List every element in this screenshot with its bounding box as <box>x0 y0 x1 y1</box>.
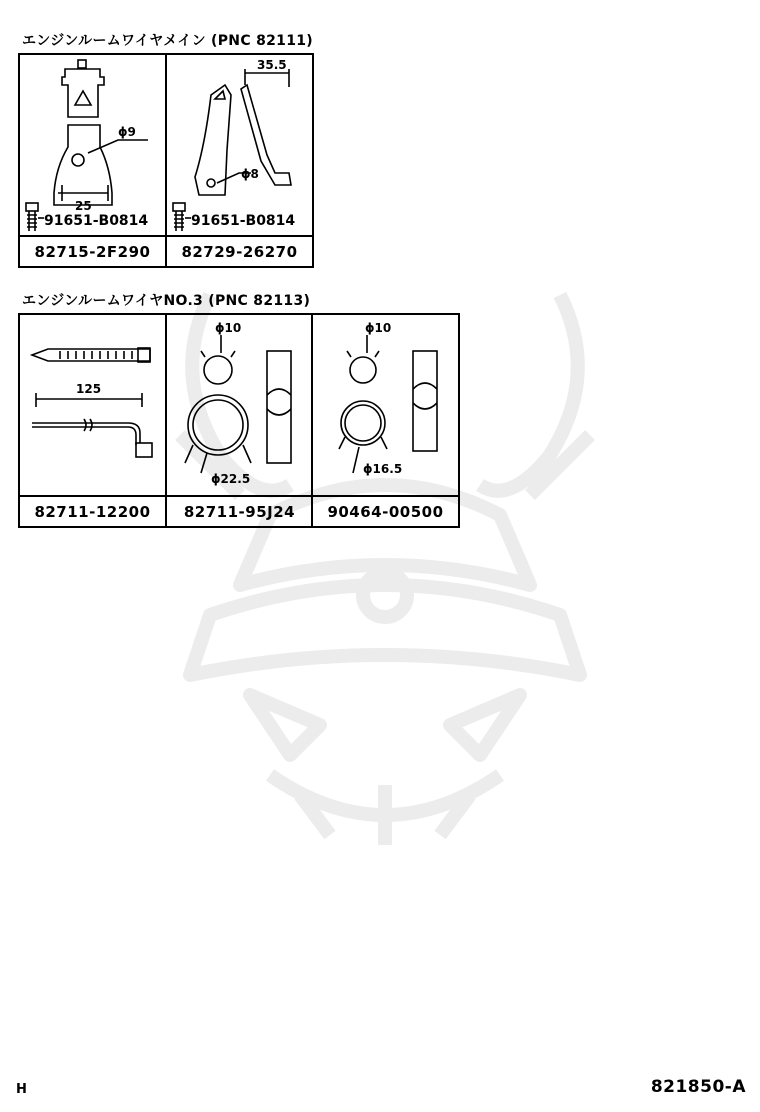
clip-bracket-drawing <box>20 55 165 235</box>
dim-label: ϕ10 <box>365 321 392 335</box>
part-cell <box>20 315 165 495</box>
part-number: 82715-2F290 <box>34 243 151 261</box>
dim-label: 35.5 <box>257 58 287 72</box>
bolt-part-number: 91651-B0814 <box>191 213 296 229</box>
part-number: 90464-00500 <box>327 503 444 521</box>
bracket-side-drawing <box>167 55 312 235</box>
section-title-no3-wire: エンジンルームワイヤNO.3 (PNC 82113) <box>22 293 311 309</box>
parts-table-main-wire <box>18 53 314 268</box>
dim-label: 25 <box>75 199 92 213</box>
double-clamp-small-drawing <box>313 315 458 495</box>
dim-label: ϕ22.5 <box>211 472 251 486</box>
section-title-main-wire: エンジンルームワイヤメイン (PNC 82111) <box>22 33 313 49</box>
part-number: 82711-12200 <box>34 503 151 521</box>
footer-illustration-code: 821850-A <box>650 1077 746 1097</box>
dim-label: ϕ8 <box>241 167 259 181</box>
bolt-part-number: 91651-B0814 <box>44 213 149 229</box>
cable-tie-drawing <box>20 315 165 495</box>
part-number: 82711-95J24 <box>183 503 296 521</box>
dim-label: ϕ9 <box>118 125 136 139</box>
part-cell <box>20 55 165 235</box>
double-clamp-drawing <box>167 315 312 495</box>
part-number: 82729-26270 <box>181 243 298 261</box>
dim-label: ϕ16.5 <box>363 462 403 476</box>
part-cell <box>167 55 312 235</box>
dim-label: ϕ10 <box>215 321 242 335</box>
dim-label: 125 <box>76 382 102 396</box>
footer-left-code: H <box>16 1082 27 1097</box>
part-cell <box>313 315 458 495</box>
part-cell <box>167 315 312 495</box>
parts-table-no3-wire <box>18 313 460 528</box>
